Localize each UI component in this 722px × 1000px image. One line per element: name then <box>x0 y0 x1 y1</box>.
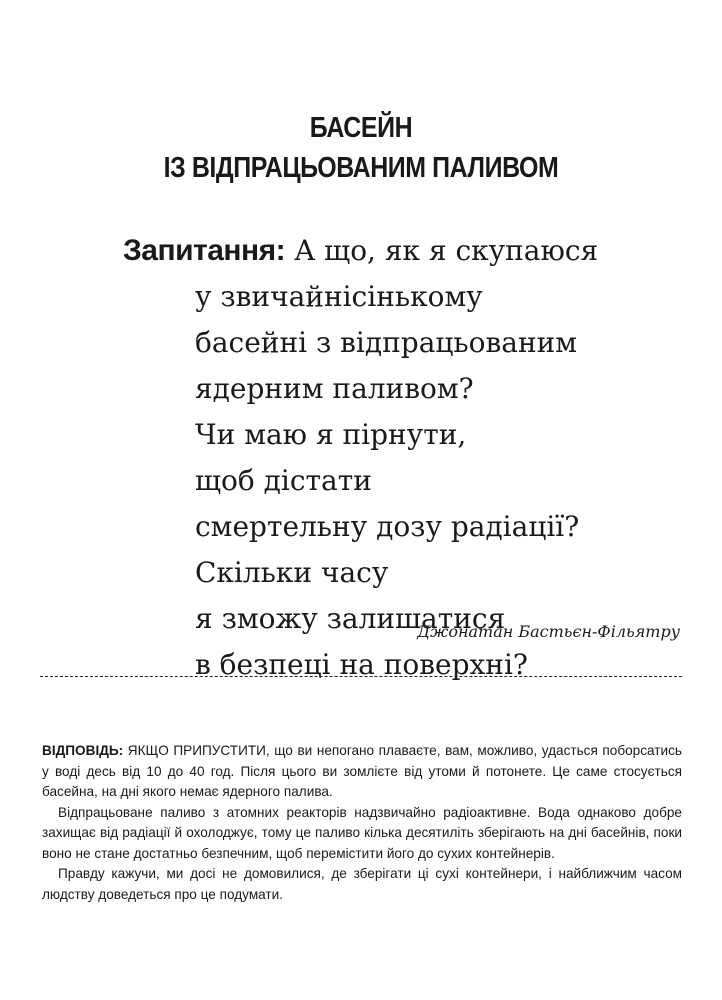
answer-paragraph: Правду кажучи, ми досі не домовилися, де зберігати ці сухі контейнери, і найближчим часом людству доведеться про це подумати. <box>42 866 682 902</box>
question-text-line: я зможу залишатися <box>195 602 506 635</box>
chapter-title-line-1: БАСЕЙН <box>309 112 413 144</box>
question-text-line: смертельну дозу радіації? <box>195 510 580 543</box>
question-label: Запитання: <box>123 234 286 267</box>
answer-label: ВІДПОВІДЬ: <box>42 743 124 758</box>
question-text-line: ядерним паливом? <box>195 372 474 405</box>
chapter-title <box>51 108 672 188</box>
question-text-line: Скільки часу <box>195 556 389 589</box>
question-text-line: Чи маю я пірнути, <box>195 418 467 451</box>
question-text-line: щоб дістати <box>195 464 372 497</box>
question-text-line: А що, як я скупаюся <box>294 234 599 267</box>
answer-paragraph-text: ЯКЩО ПРИПУСТИТИ, що ви непогано плаваєте, вам, можливо, удасться поборсатись у воді десь від 10 до 40 год. Після цього ви зомлієте від утоми й потонете. Це саме стосується басейна, на дні якого немає ядерного палива. <box>42 743 682 799</box>
question-text-line: в безпеці на поверхні? <box>195 648 528 681</box>
chapter-title-line-2: ІЗ ВІДПРАЦЬОВАНИМ ПАЛИВОМ <box>163 152 559 184</box>
dashed-divider <box>40 676 682 677</box>
answer-paragraph <box>42 741 682 803</box>
question-text-line: басейні з відпрацьованим <box>195 326 578 359</box>
answer-paragraph: Відпрацьоване паливо з атомних реакторів надзвичайно радіоактивне. Вода однаково добре захищає від радіації й охолоджує, тому це паливо кілька десятиліть зберігають на дні басейнів, поки воно не стане достатньо безпечним, щоб перемістити його до сухих контейнерів. <box>42 804 682 861</box>
question-line-1 <box>123 228 712 274</box>
answer-block <box>42 741 682 905</box>
question-author: Джонатан Бастьєн-Фільятру <box>417 622 680 641</box>
question-block <box>123 228 712 688</box>
question-text-line: у звичайнісінькому <box>195 280 483 313</box>
